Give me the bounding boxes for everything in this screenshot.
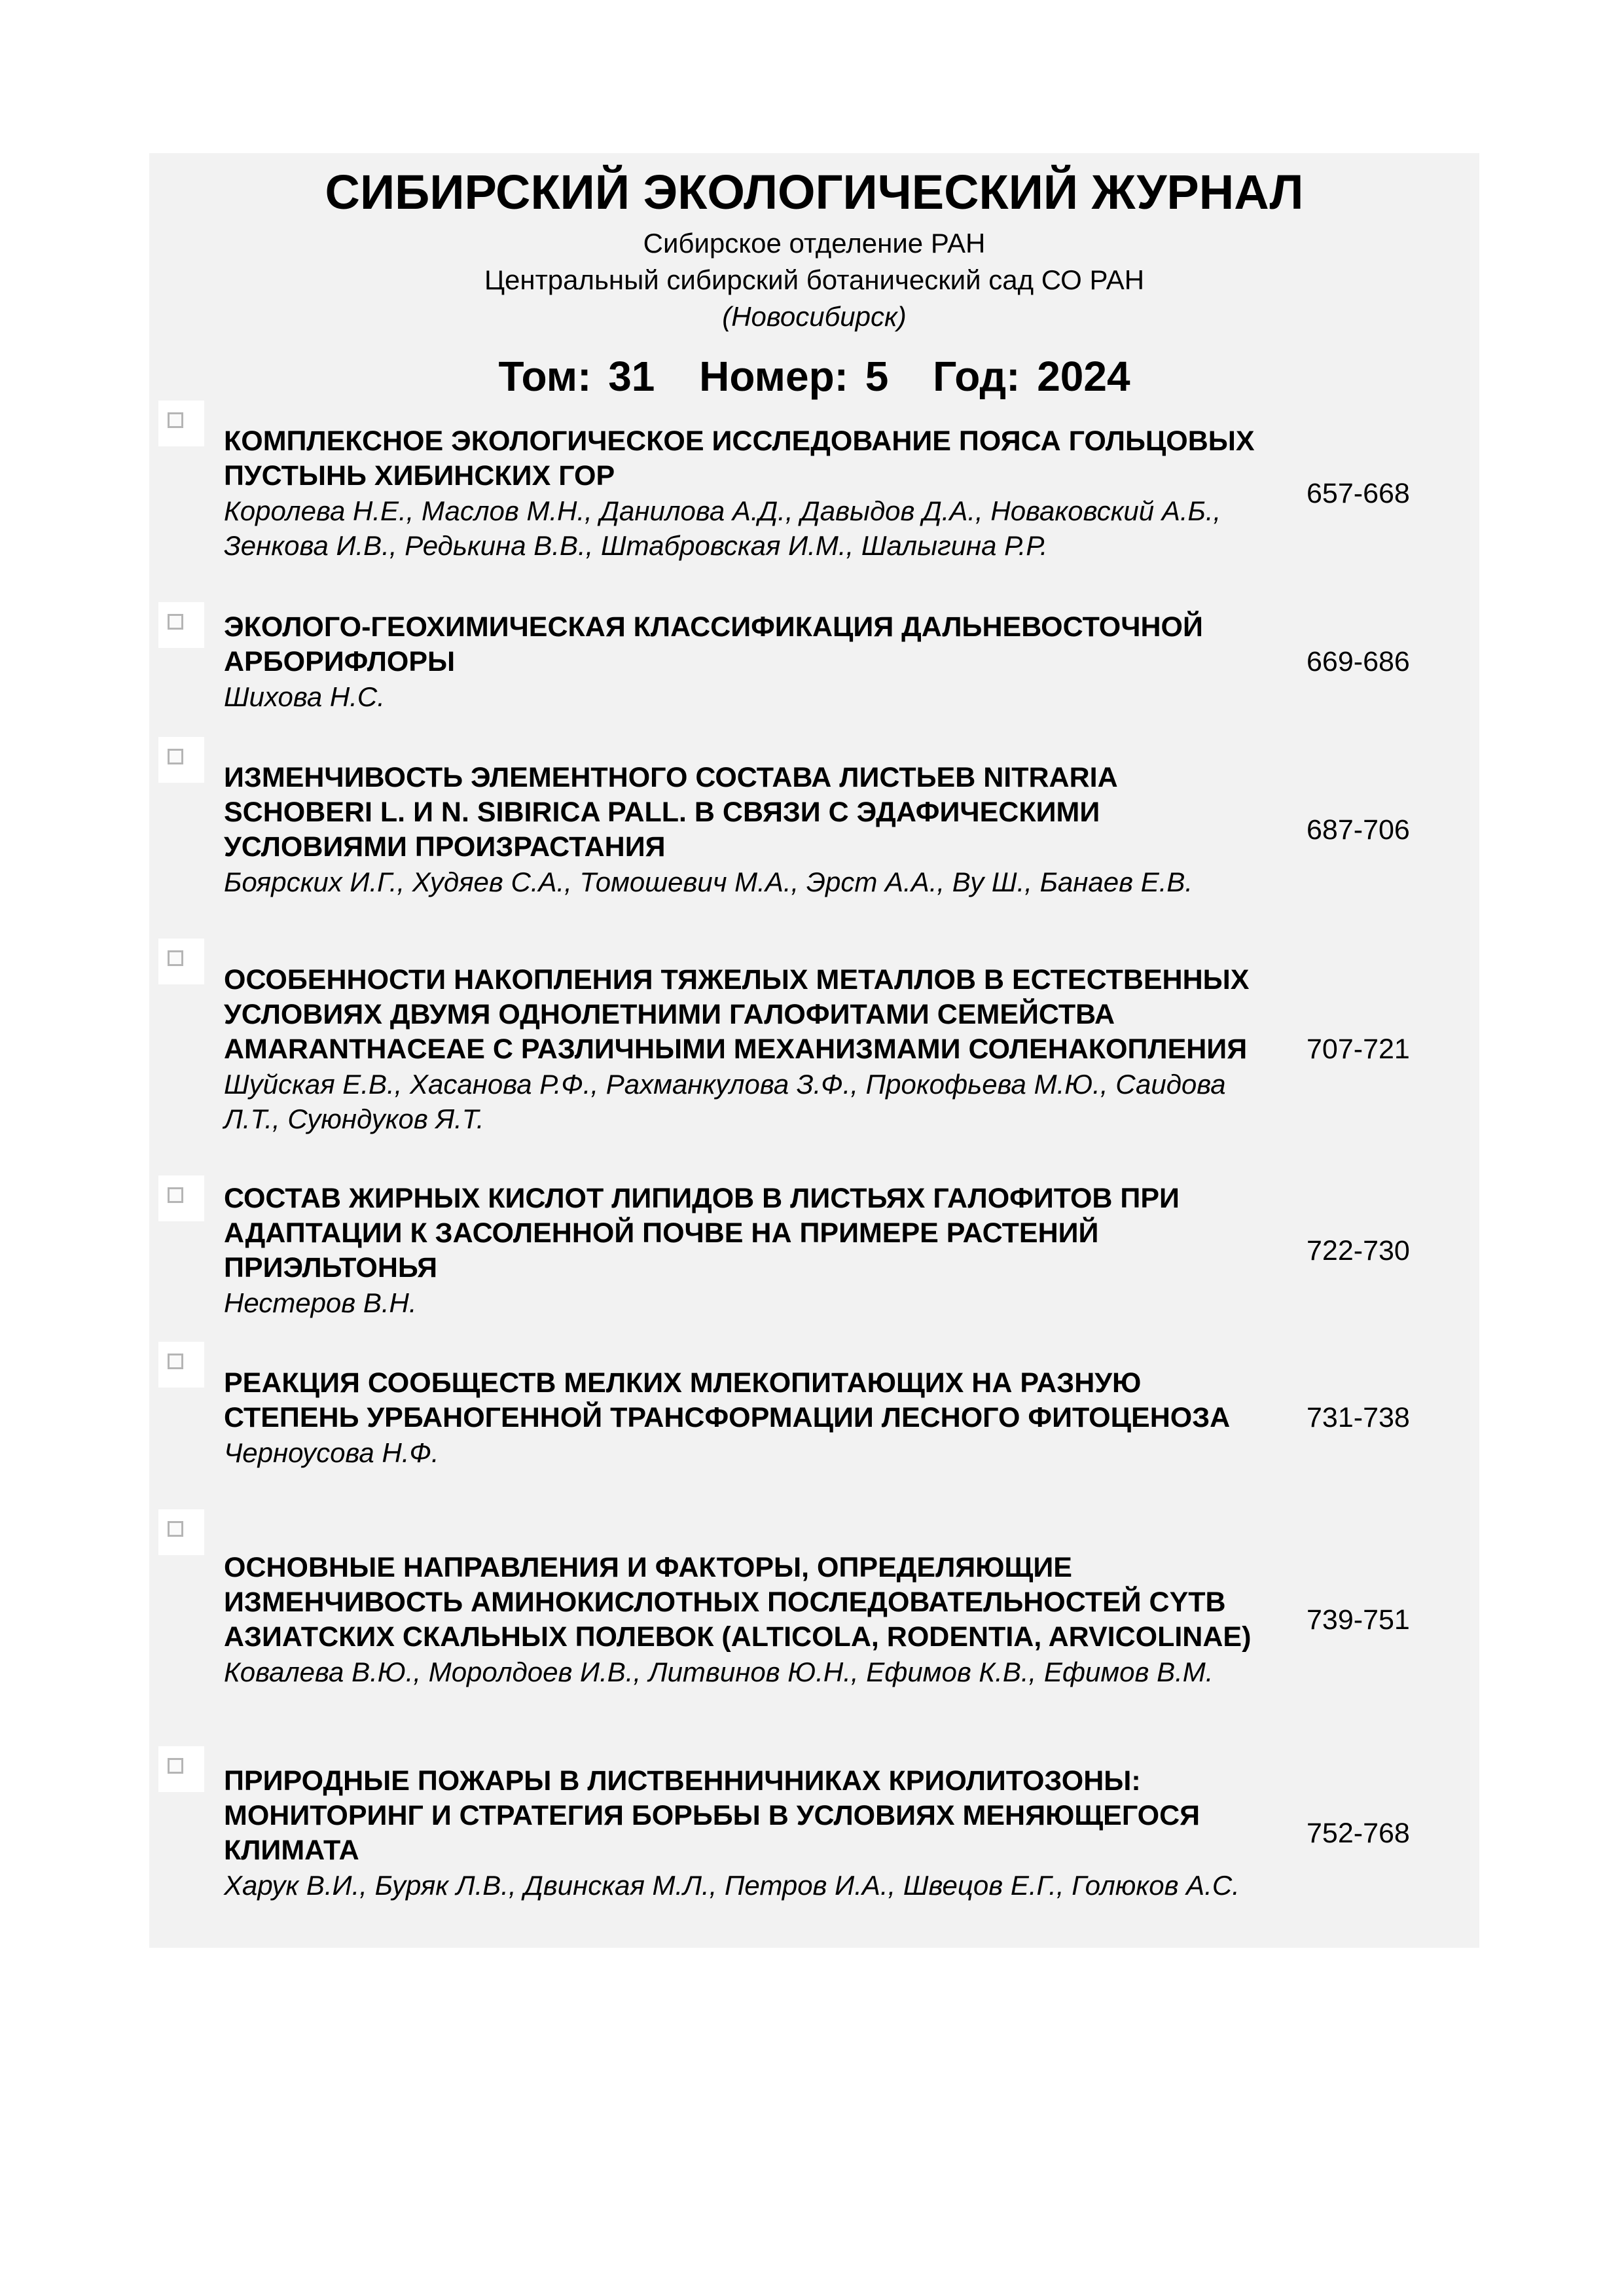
article-authors: Шуйская Е.В., Хасанова Р.Ф., Рахманкулова З.Ф., Прокофьева М.Ю., Саидова Л.Т., Суюндуков Я.Т. [224,1068,1226,1134]
article-authors: Черноусова Н.Ф. [224,1437,439,1468]
article-text [224,1366,1265,1470]
article-title[interactable]: ПРИРОДНЫЕ ПОЖАРЫ В ЛИСТВЕННИЧНИКАХ КРИОЛИТОЗОНЫ: МОНИТОРИНГ И СТРАТЕГИЯ БОРЬБЫ В УСЛОВИЯХ МЕНЯЮЩЕГОСЯ КЛИМАТА [224,1765,1200,1866]
year-value: 2024 [1037,353,1130,400]
org-line-2: Центральный сибирский ботанический сад СО РАН [484,264,1145,295]
article-item [149,729,1479,931]
article-pages: 752-768 [1307,1817,1410,1849]
article-title[interactable]: СОСТАВ ЖИРНЫХ КИСЛОТ ЛИПИДОВ В ЛИСТЬЯХ ГАЛОФИТОВ ПРИ АДАПТАЦИИ К ЗАСОЛЕННОЙ ПОЧВЕ НА ПРИМЕРЕ РАСТЕНИЙ ПРИЭЛЬТОНЬЯ [224,1183,1180,1283]
article-authors: Нестеров В.Н. [224,1287,417,1318]
article-item [149,931,1479,1168]
number-value: 5 [865,353,889,400]
article-pages: 722-730 [1307,1234,1410,1266]
article-text [224,963,1265,1136]
article-text [224,1551,1265,1689]
checkbox-cell [158,1175,204,1221]
article-authors: Шихова Н.С. [224,681,385,712]
checkbox-cell [158,602,204,648]
article-text [224,1181,1265,1320]
article-title[interactable]: РЕАКЦИЯ СООБЩЕСТВ МЕЛКИХ МЛЕКОПИТАЮЩИХ НА РАЗНУЮ СТЕПЕНЬ УРБАНОГЕННОЙ ТРАНСФОРМАЦИИ ЛЕСНОГО ФИТОЦЕНОЗА [224,1367,1231,1433]
article-item [149,1168,1479,1334]
article-pages: 739-751 [1307,1604,1410,1636]
article-authors: Ковалева В.Ю., Моролдоев И.В., Литвинов Ю.Н., Ефимов К.В., Ефимов В.М. [224,1657,1214,1687]
select-checkbox[interactable] [168,1521,183,1537]
checkbox-cell [158,1342,204,1388]
volume-value: 31 [608,353,655,400]
article-text [224,610,1265,714]
article-item [149,393,1479,594]
checkbox-cell [158,939,204,984]
select-checkbox[interactable] [168,614,183,630]
article-pages: 657-668 [1307,477,1410,509]
article-item [149,1501,1479,1738]
select-checkbox[interactable] [168,412,183,428]
article-authors: Королева Н.Е., Маслов М.Н., Данилова А.Д., Давыдов Д.А., Новаковский А.Б., Зенкова И.В., Редькина В.В., Штабровская И.М., Шалыгина Р.Р. [224,495,1221,561]
article-title[interactable]: ОСОБЕННОСТИ НАКОПЛЕНИЯ ТЯЖЕЛЫХ МЕТАЛЛОВ В ЕСТЕСТВЕННЫХ УСЛОВИЯХ ДВУМЯ ОДНОЛЕТНИМИ ГАЛОФИТАМИ СЕМЕЙСТВА AMARANTHACEAE С РАЗЛИЧНЫМИ МЕХАНИЗМАМИ СОЛЕНАКОПЛЕНИЯ [224,963,1250,1065]
article-pages: 707-721 [1307,1033,1410,1065]
article-title[interactable]: ОСНОВНЫЕ НАПРАВЛЕНИЯ И ФАКТОРЫ, ОПРЕДЕЛЯЮЩИЕ ИЗМЕНЧИВОСТЬ АМИНОКИСЛОТНЫХ ПОСЛЕДОВАТЕЛЬНОСТЕЙ CYTB АЗИАТСКИХ СКАЛЬНЫХ ПОЛЕВОК (ALTICOLA, RODENTIA, ARVICOLINAE) [224,1552,1252,1653]
checkbox-cell [158,1509,204,1555]
article-authors: Харук В.И., Буряк Л.В., Двинская М.Л., Петров И.А., Швецов Е.Г., Голюков А.С. [224,1870,1240,1901]
article-authors: Боярских И.Г., Худяев С.А., Томошевич М.А., Эрст А.А., Ву Ш., Банаев Е.В. [224,867,1193,897]
article-pages: 687-706 [1307,814,1410,846]
select-checkbox[interactable] [168,1758,183,1774]
number-label: Номер: [699,353,848,400]
article-item [149,1334,1479,1501]
city-line: (Новосибирск) [722,301,907,332]
article-text [224,761,1265,899]
journal-title: СИБИРСКИЙ ЭКОЛОГИЧЕСКИЙ ЖУРНАЛ [325,165,1304,219]
article-pages: 731-738 [1307,1401,1410,1433]
article-list [149,393,1479,1928]
checkbox-cell [158,1746,204,1792]
checkbox-cell [158,401,204,446]
select-checkbox[interactable] [168,1354,183,1369]
article-title[interactable]: ЭКОЛОГО-ГЕОХИМИЧЕСКАЯ КЛАССИФИКАЦИЯ ДАЛЬНЕВОСТОЧНОЙ АРБОРИФЛОРЫ [224,611,1203,677]
select-checkbox[interactable] [168,1187,183,1203]
org-line-1: Сибирское отделение РАН [643,228,986,259]
article-pages: 669-686 [1307,645,1410,677]
article-item [149,594,1479,729]
article-text [224,424,1265,563]
journal-header [149,153,1479,406]
article-text [224,1764,1265,1903]
select-checkbox[interactable] [168,950,183,966]
article-title[interactable]: ИЗМЕНЧИВОСТЬ ЭЛЕМЕНТНОГО СОСТАВА ЛИСТЬЕВ NITRARIA SCHOBERI L. И N. SIBIRICA PALL. В СВЯЗИ С ЭДАФИЧЕСКИМИ УСЛОВИЯМИ ПРОИЗРАСТАНИЯ [224,762,1117,863]
checkbox-cell [158,737,204,783]
article-title[interactable]: КОМПЛЕКСНОЕ ЭКОЛОГИЧЕСКОЕ ИССЛЕДОВАНИЕ ПОЯСА ГОЛЬЦОВЫХ ПУСТЫНЬ ХИБИНСКИХ ГОР [224,425,1255,492]
article-item [149,1738,1479,1928]
select-checkbox[interactable] [168,749,183,764]
volume-label: Том: [498,353,592,400]
year-label: Год: [933,353,1020,400]
